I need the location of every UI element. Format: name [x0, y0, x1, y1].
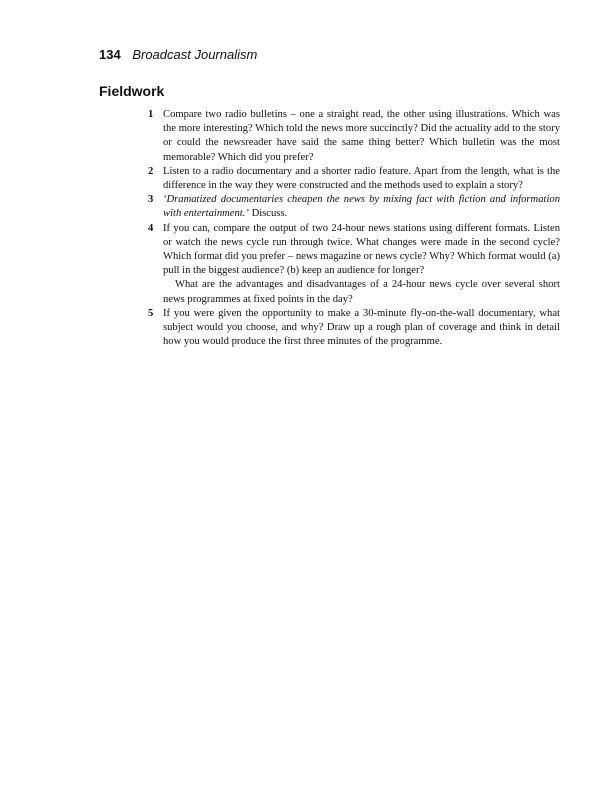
question-number: 5 — [148, 307, 154, 319]
question-text: Listen to a radio documentary and a shorter radio feature. Apart from the length, what is the difference in the way they were constructed and the methods used to explain a story? — [163, 165, 560, 192]
question-number: 4 — [148, 222, 154, 234]
section-title: Fieldwork — [99, 83, 165, 99]
question-number: 1 — [148, 109, 154, 120]
question-text: Compare two radio bulletins – one a straight read, the other using illustrations. Which was the more interesting? Which told the news more succinctly? Did the actuality add to the story or could the newsreader have said the same thing better? Which bulletin was the most memorable? Which did you prefer? — [163, 109, 560, 163]
question-number: 3 — [148, 194, 154, 206]
question-item — [148, 193, 560, 221]
running-head — [99, 47, 257, 62]
page-number: 134 — [99, 47, 121, 62]
question-item — [148, 108, 560, 165]
question-text: If you were given the opportunity to make a 30-minute fly-on-the-wall documentary, what subject would you choose, and why? Draw up a rough plan of coverage and think in detail how you would produce the first three minutes of the programme. — [163, 307, 560, 348]
question-text: Discuss. — [251, 208, 288, 220]
question-item — [148, 307, 560, 350]
question-item — [148, 222, 560, 307]
question-quote: ‘Dramatized documentaries cheapen the news by mixing fact with fiction and information with entertainment.’ — [163, 194, 560, 220]
question-number: 2 — [148, 165, 154, 177]
question-follow-up: What are the advantages and disadvantages of a 24-hour news cycle over several short news programmes at fixed points in the day? — [163, 279, 560, 305]
question-text: If you can, compare the output of two 24-hour news stations using different formats. Listen or watch the news cycle run through twice. What changes were made in the second cycle? Which format did you prefer – news magazine or news cycle? Why? Which format would (a) pull in the biggest audience? (b) keep an audience for longer? — [163, 222, 560, 277]
book-title: Broadcast Journalism — [132, 47, 258, 62]
question-item — [148, 165, 560, 193]
question-list — [148, 108, 560, 349]
